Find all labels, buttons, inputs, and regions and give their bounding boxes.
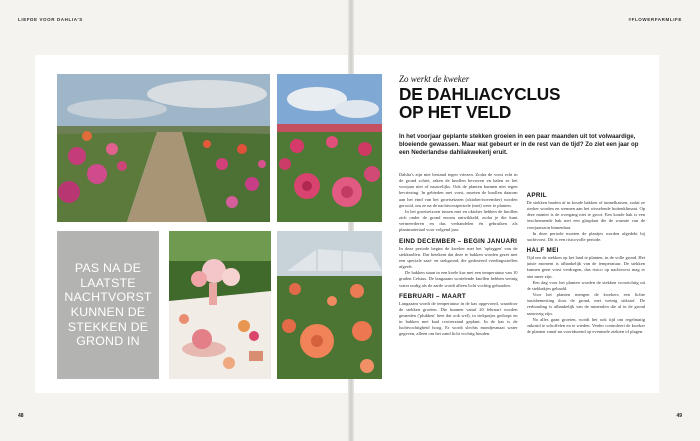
body-paragraph: Dahlia's zijn niet bestand tegen vriezen. Zodra de vorst echt in de grond schiet, raken de knollen bevroren en halen ze het voorjaar niet of nauwelijks. Ook de planten kunnen niet tegen bevriezing. In gebieden met vorst, moeten de knollen daarom aan het eind van het groeiseizoen (oktober/november) worden gerooid, om ze na de nachtvorstperiode (mei) weer te planten. bbox=[399, 172, 518, 208]
page-number-left: 48 bbox=[18, 413, 24, 419]
pull-quote-box bbox=[57, 231, 159, 379]
subhead-april: APRIL bbox=[526, 192, 547, 199]
pull-quote-text: PAS NA DE LAATSTE NACHTVORST KUNNEN DE STEKKEN DE GROND IN bbox=[64, 261, 152, 349]
body-paragraph: De stekken harden af in koude bakken of tunnelkassen, zodat ze sterker worden en wennen aan het wisselende buitenklimaat. Op deze manier is de overgang niet te groot. Een koude bak is een beschermende bak met een glasplaat die de warmte van de voorjaarszon binnenlaat. bbox=[526, 200, 645, 230]
photo-coral-dahlias-greenhouse bbox=[277, 231, 382, 379]
headline-line-1: DE DAHLIACYCLUS bbox=[399, 84, 561, 104]
body-column-2 bbox=[527, 172, 646, 382]
article-headline bbox=[399, 86, 645, 121]
body-paragraph: In deze periode begint de kweker met het 'opleggen' van de stekknollen. Dat betekent dat deze te bakken worden gezet met een speciale zaai- en stekgrond, die gedoseerd voedingsstoffen afgeeft. bbox=[399, 245, 518, 270]
subhead-february-march: FEBRUARI – MAART bbox=[399, 292, 467, 300]
photo-table-setting bbox=[169, 231, 271, 379]
article-header bbox=[399, 74, 645, 157]
photo-dahlia-field-path bbox=[57, 74, 270, 222]
article-body bbox=[399, 172, 645, 382]
photo-pink-dahlias bbox=[277, 74, 382, 222]
body-column-1 bbox=[399, 172, 518, 382]
body-paragraph: Tijd om de stekken op het land te planten, in de volle grond. Het juiste moment is afhankelijk van de temperatuur. De stekken kunnen geen vorst verdragen, dus risico op nachtvorst mag er niet meer zijn. bbox=[526, 255, 645, 279]
body-paragraph: In het groeiseizoen tussen mei en oktober hebben de knollen zich onder de grond enorm ontwikkeld, zodat je die kunt vermeerderen en dus verhandelen én gebruiken als plantmateriaal voor volgend jaar. bbox=[399, 208, 518, 233]
article-kicker: Zo werkt de kweker bbox=[399, 74, 470, 84]
body-paragraph: Na alles gaan groeien, wordt het ook tijd om regelmatig onkruid te schoffelen en te wieden. Verder controleert de kweker de planten vanaf nu voortdurend op eventuele ziekten of plagen. bbox=[526, 316, 645, 334]
body-paragraph: In deze periode moeten de plantjes worden afgedekt bij nachtvorst. Dit is een risicovolle periode. bbox=[526, 230, 645, 242]
headline-line-2: OP HET VELD bbox=[399, 101, 512, 122]
body-paragraph: Voor het planten mengen de kwekers een lichte basisbemesting door de grond, met weinig stikstof. De verhouding is afhankelijk van de mineralen die al in de grond aanwezig zijn. bbox=[526, 292, 645, 316]
running-head-left: LIEFDE VOOR DAHLIA'S bbox=[18, 17, 83, 22]
subhead-december-january: EIND DECEMBER – BEGIN JANUARI bbox=[399, 237, 518, 245]
body-paragraph: Langzaam wordt de temperatuur in de kas opgevoerd, waardoor de stekken groeien. Die kunnen vanaf 20 februari worden gesneden ('plukken' heet dat ook wel), in stekpotjes gedoopt en in bakken met kaal rvotrerzand geplant. In de kas is de luchtvochtigheid hoog. Er wordt slechts mondjesmaat water gegeven, alleen om het zand licht vochtig houden. bbox=[399, 300, 518, 337]
article-intro: In het voorjaar geplante stekken groeien in een paar maanden uit tot volwaardige, bloeiende gewassen. Maar wat gebeurt er in de rest van de tijd? Zo ziet een jaar op een Nederlandse dahliakwekerij eruit. bbox=[399, 133, 639, 156]
body-paragraph: De bakken staan in een koele kas met een temperatuur van 10 graden Celsius. De langzaam wortelende knollen hebben weinig water nodig als de aarde wordt alleen licht vochtig gehouden. bbox=[399, 270, 518, 288]
subhead-half-may: HALF MEI bbox=[526, 247, 559, 255]
running-head-right: #FLOWERFARMLIFE bbox=[628, 17, 682, 22]
body-paragraph: Een dag voor het planten worden de stekken voorzichtig uit de stekbakjes gehaald. bbox=[526, 279, 645, 291]
page-number-right: 49 bbox=[676, 413, 682, 419]
